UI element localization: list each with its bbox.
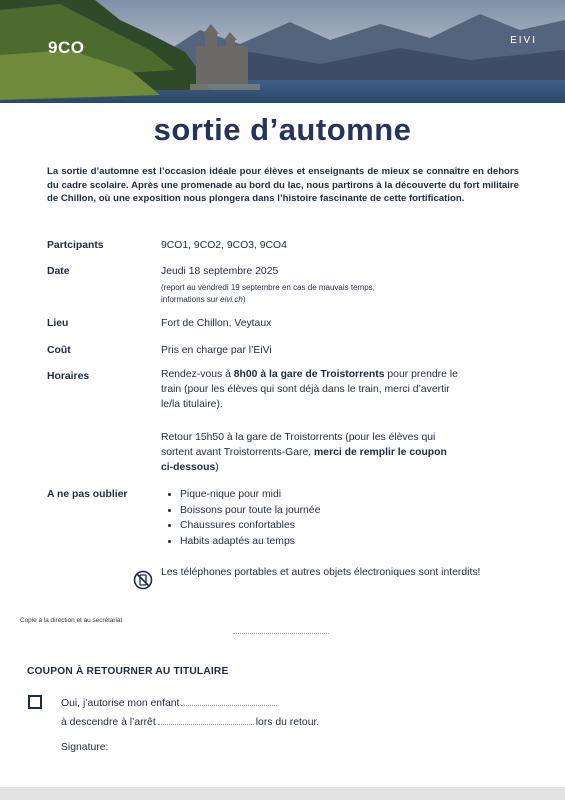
- eivi-link[interactable]: eivi.ch: [220, 294, 243, 304]
- date-value: Jeudi 18 septembre 2025: [161, 266, 279, 277]
- header-banner: [0, 0, 565, 103]
- lake-castle-photo: [0, 0, 565, 103]
- horaires-departure: Rendez-vous à 8h00 à la gare de Troistorrents pour prendre le train (pour les élèves qui sont déjà dans le train, merci d’avertir le/la titulaire).: [161, 369, 458, 410]
- cout-label: Coût: [47, 345, 71, 356]
- date-note-line2: informations sur: [161, 294, 221, 304]
- date-note: [161, 282, 375, 305]
- brand-logo-eivi: EIVI: [510, 35, 537, 46]
- date-note-line1: (report au vendredi 19 septembre en cas de mauvais temps,: [161, 283, 375, 292]
- list-item: • Boissons pour toute la journée: [180, 503, 320, 519]
- intro-paragraph: La sortie d’automne est l’occasion idéale pour élèves et enseignants de mieux se connaître en dehors du cadre scolaire. Après une promenade au bord du lac, nous partirons à la découverte du fort militaire de Chillon, où une exposition nous plongera dans l’histoire fascinante de cette fortification.: [47, 166, 519, 205]
- stop-name-field[interactable]: [158, 714, 254, 725]
- brand-logo-9co: 9CO: [48, 38, 85, 57]
- copy-note: Copie à la direction et au secrétariat: [20, 617, 123, 624]
- phone-warning: Les téléphones portables et autres objets électroniques sont interdits!: [161, 567, 481, 578]
- coupon-title: COUPON À RETOURNER AU TITULAIRE: [27, 666, 229, 677]
- lieu-value: Fort de Chillon, Veytaux: [161, 318, 272, 329]
- checklist: [166, 487, 320, 549]
- footer-bar: [0, 787, 565, 800]
- child-name-field[interactable]: [181, 695, 277, 706]
- list-item: • Pique-nique pour midi: [180, 487, 320, 503]
- authorization-checkbox[interactable]: [28, 695, 42, 709]
- date-label: Date: [47, 266, 70, 277]
- coupon-line-2: à descendre à l’arrêt lors du retour.: [61, 714, 319, 728]
- list-item: • Chaussures confortables: [180, 518, 320, 534]
- dotted-divider: [233, 633, 329, 634]
- meeting-time: 8h00 à la gare de Troistorrents: [233, 369, 385, 380]
- participants-value: 9CO1, 9CO2, 9CO3, 9CO4: [161, 240, 287, 251]
- coupon-instruction: merci de remplir le coupon ci-dessous: [161, 447, 447, 473]
- signature-label: Signature:: [61, 742, 109, 753]
- date-note-end: ): [242, 294, 246, 304]
- lieu-label: Lieu: [47, 318, 69, 329]
- cout-value: Pris en charge par l’EiVi: [161, 345, 272, 356]
- page-title: sortie d’automne: [153, 112, 412, 147]
- coupon-line-1: Oui, j’autorise mon enfant: [61, 695, 279, 709]
- horaires-label: Horaires: [47, 371, 90, 382]
- no-phone-icon: [133, 570, 153, 590]
- participants-label: Partcipants: [47, 240, 104, 251]
- list-item: • Habits adaptés au temps: [180, 534, 320, 550]
- horaires-return: Retour 15h50 à la gare de Troistorrents (pour les élèves qui sortent avant Troistorrents-Gare, merci de remplir le coupon ci-dessous): [161, 432, 447, 473]
- oublier-label: A ne pas oublier: [47, 489, 128, 500]
